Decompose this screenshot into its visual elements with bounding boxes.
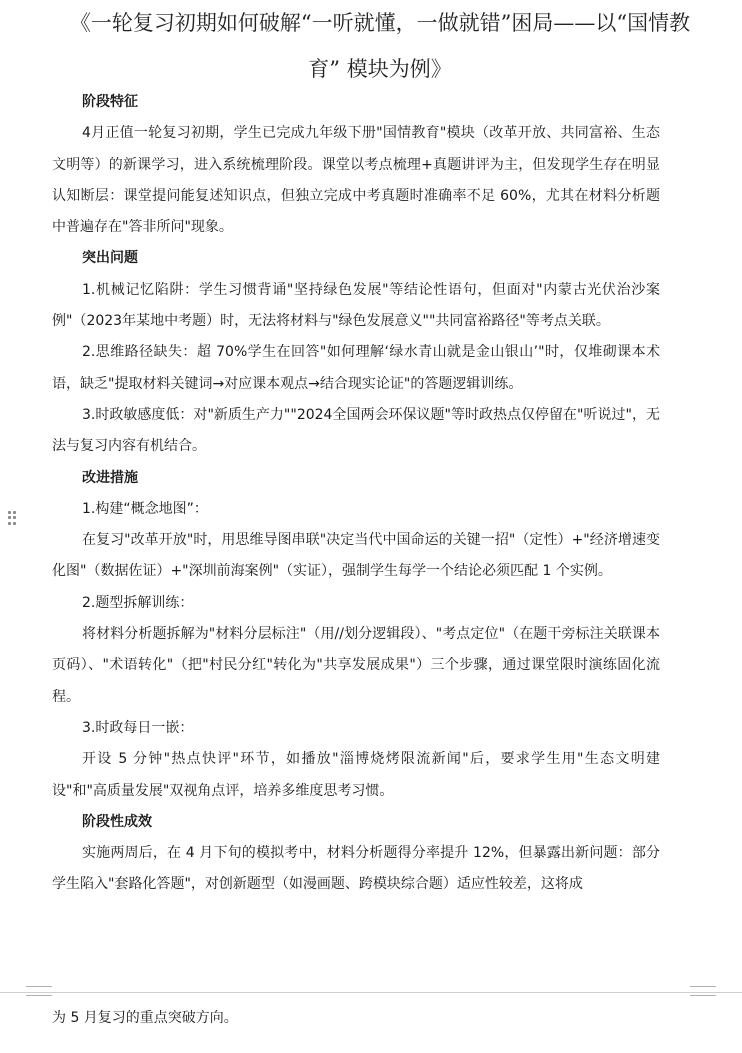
drag-handle-icon[interactable] [8, 511, 16, 525]
section-heading-stage-features: 阶段特征 [82, 94, 138, 110]
section-heading-results: 阶段性成效 [82, 813, 152, 830]
measure-3-text: 开设 5 分钟"热点快评"环节，如播放"淄博烧烤限流新闻"后，要求学生用"生态文明建设"和"高质量发展"双视角点评，培养多维度思考习惯。 [52, 751, 660, 799]
paragraph-stage-features: 4月正值一轮复习初期，学生已完成九年级下册"国情教育"模块（改革开放、共同富裕、生态文明等）的新课学习，进入系统梳理阶段。课堂以考点梳理+真题讲评为主，但发现学生存在明显认知断层：课堂提问能复述知识点，但独立完成中考真题时准确率不足 60%，尤其在材料分析题中普遍存在"答非所问"现象。 [52, 125, 660, 236]
page-break-divider [0, 992, 742, 993]
measure-3-title: 3.时政每日一嵌： [82, 719, 194, 736]
measure-1-text: 在复习"改革开放"时，用思维导图串联"决定当代中国命运的关键一招"（定性）+"经济增速变化图"（数据佐证）+"深圳前海案例"（实证），强制学生每学一个结论必须匹配 1 个实例。 [52, 532, 660, 580]
page-margin-marker-right [690, 986, 716, 996]
paragraph-problem-2: 2.思维路径缺失：超 70%学生在回答"如何理解‘绿水青山就是金山银山’"时，仅堆砌课本术语，缺乏"提取材料关键词→对应课本观点→结合现实论证"的答题逻辑训练。 [52, 344, 660, 392]
page-margin-marker-left [26, 986, 52, 996]
section-heading-problems: 突出问题 [82, 250, 138, 267]
measure-1-title: 1.构建“概念地图”： [82, 500, 208, 517]
section-heading-measures: 改进措施 [82, 469, 138, 486]
measure-2-text: 将材料分析题拆解为"材料分层标注"（用//划分逻辑段）、"考点定位"（在题干旁标注关联课本页码）、"术语转化"（把"村民分红"转化为"共享发展成果"）三个步骤，通过课堂限时演练固化流程。 [52, 626, 660, 705]
measure-2-title: 2.题型拆解训练： [82, 594, 194, 611]
paragraph-problem-3: 3.时政敏感度低：对"新质生产力""2024全国两会环保议题"等时政热点仅停留在"听说过"，无法与复习内容有机结合。 [52, 406, 660, 455]
document-body [52, 87, 660, 901]
paragraph-problem-1: 1.机械记忆陷阱：学生习惯背诵"坚持绿色发展"等结论性语句，但面对"内蒙古光伏治沙案例"（2023年某地中考题）时，无法将材料与"绿色发展意义""共同富裕路径"等考点关联。 [52, 281, 660, 330]
paragraph-results-continued: 为 5 月复习的重点突破方向。 [52, 1010, 238, 1026]
paragraph-results: 实施两周后，在 4 月下旬的模拟考中，材料分析题得分率提升 12%，但暴露出新问题：部分学生陷入"套路化答题"，对创新题型（如漫画题、跨模块综合题）适应性较差，这将成 [52, 845, 660, 893]
document-title: 《一轮复习初期如何破解“一听就懂，一做就错”困局——以“国情教育” 模块为例》 [69, 11, 691, 81]
